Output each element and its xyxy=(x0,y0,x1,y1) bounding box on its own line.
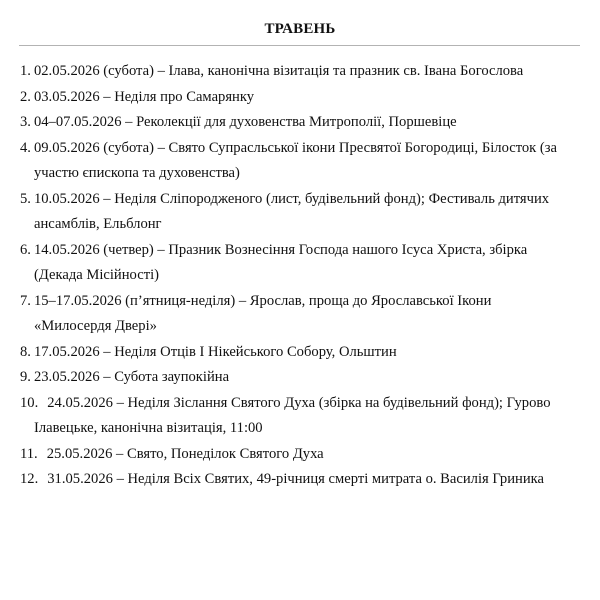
list-item xyxy=(20,442,580,468)
list-item xyxy=(20,391,580,442)
item-number: 7. xyxy=(20,292,31,309)
item-text: 09.05.2026 (субота) – Свято Супрасльської ікони Пресвятої Богородиці, Білосток (за xyxy=(33,139,558,156)
item-text: 10.05.2026 – Неділя Сліпородженого (лист, будівельний фонд); Фестиваль дитячих xyxy=(33,190,550,207)
item-text-continuation: (Декада Місійності) xyxy=(34,267,159,283)
item-text: 23.05.2026 – Субота заупокійна xyxy=(33,369,230,385)
title-divider xyxy=(19,45,580,46)
list-item xyxy=(20,110,580,136)
event-list xyxy=(20,59,580,493)
list-item xyxy=(20,85,580,111)
item-text: 31.05.2026 – Неділя Всіх Святих, 49-річниця смерті митрата о. Василія Гриника xyxy=(47,471,544,487)
item-number: 8. xyxy=(20,343,31,360)
item-number: 10. xyxy=(20,394,39,411)
item-number: 9. xyxy=(20,369,31,385)
item-text-continuation: Ілавецьке, канонічна візитація, 11:00 xyxy=(34,420,263,436)
item-text: 14.05.2026 (четвер) – Празник Вознесіння Господа нашого Ісуса Христа, збірка xyxy=(33,241,528,258)
item-number: 11. xyxy=(20,445,38,462)
item-text: 03.05.2026 – Неділя про Самарянку xyxy=(33,88,255,105)
item-number: 3. xyxy=(20,114,31,130)
item-number: 12. xyxy=(20,471,39,487)
item-text-continuation: участю єпископа та духовенства) xyxy=(34,165,240,181)
list-item xyxy=(20,187,580,238)
item-number: 2. xyxy=(20,88,31,105)
list-item xyxy=(20,467,580,493)
item-text: 17.05.2026 – Неділя Отців І Нікейського Собору, Ольштин xyxy=(33,343,397,360)
item-text: 24.05.2026 – Неділя Зіслання Святого Духа (збірка на будівельний фонд); Гурово xyxy=(47,394,551,411)
list-item xyxy=(20,289,580,340)
item-number: 6. xyxy=(20,241,31,258)
item-number: 4. xyxy=(20,139,31,156)
item-text: 02.05.2026 (субота) – Ілава, канонічна візитація та празник св. Івана Богослова xyxy=(33,63,524,79)
list-item xyxy=(20,136,580,187)
list-item xyxy=(20,340,580,366)
item-number: 5. xyxy=(20,190,31,207)
item-text: 25.05.2026 – Свято, Понеділок Святого Духа xyxy=(46,445,324,462)
list-item xyxy=(20,365,580,391)
item-text-continuation: «Милосердя Двері» xyxy=(34,318,157,334)
item-number: 1. xyxy=(20,63,31,79)
item-text-continuation: ансамблів, Ельблонг xyxy=(34,216,162,232)
item-text: 15–17.05.2026 (п’ятниця-неділя) – Ярослав, проща до Ярославської Ікони xyxy=(33,292,492,309)
item-text: 04–07.05.2026 – Реколекції для духовенства Митрополії, Поршевіце xyxy=(33,114,457,130)
list-item xyxy=(20,59,580,85)
list-item xyxy=(20,238,580,289)
page-title: ТРАВЕНЬ xyxy=(264,21,336,37)
